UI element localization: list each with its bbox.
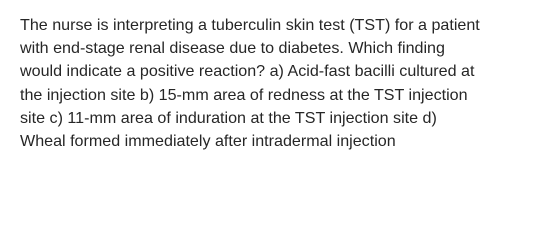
question-line: with end-stage renal disease due to diabetes. Which finding xyxy=(20,39,445,58)
question-line: the injection site b) 15-mm area of redness at the TST injection xyxy=(20,85,468,104)
question-line: Wheal formed immediately after intradermal injection xyxy=(20,132,396,151)
question-line: would indicate a positive reaction? a) Acid-fast bacilli cultured at xyxy=(20,62,475,81)
question-text xyxy=(20,14,550,153)
question-line: site c) 11-mm area of induration at the TST injection site d) xyxy=(20,108,437,127)
question-line: The nurse is interpreting a tuberculin skin test (TST) for a patient xyxy=(20,16,480,34)
